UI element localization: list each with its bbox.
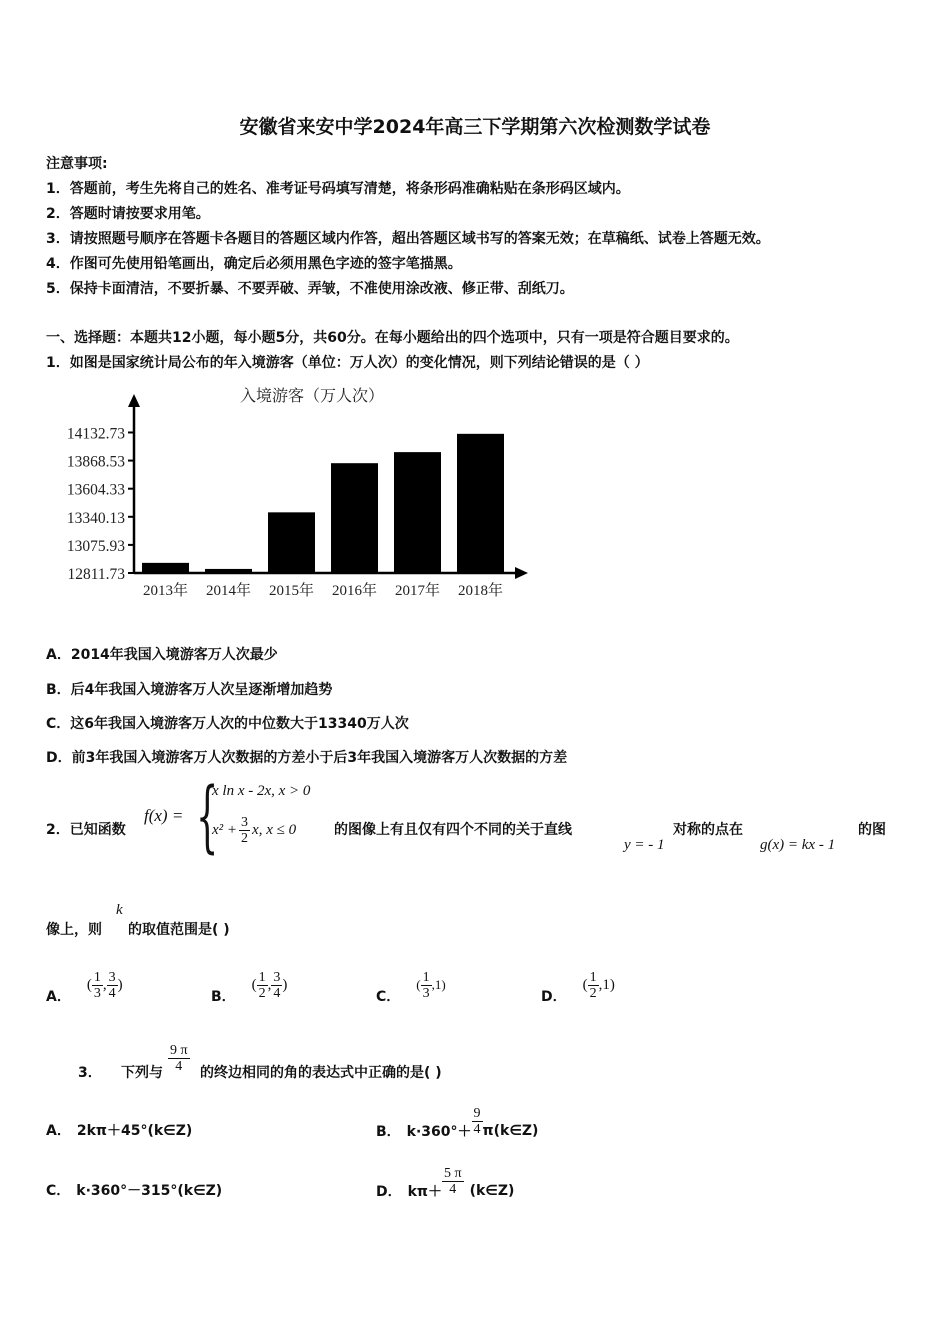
q3-option-a: A． 2kπ＋45°(k∈Z)	[46, 1123, 193, 1139]
question-3-fraction: $\frac{9 \pi}{4}$	[170, 1043, 188, 1074]
question-3-number: 3．	[78, 1065, 102, 1081]
piecewise-case-1: x ln x - 2x, x > 0	[212, 783, 311, 799]
notice-heading: 注意事项:	[46, 156, 108, 172]
q1-option-c: C．这6年我国入境游客万人次的中位数大于13340万人次	[46, 716, 409, 732]
y-tick-label: 13868.53	[66, 453, 125, 471]
x-axis-arrow-icon	[515, 567, 528, 579]
q1-option-d: D．前3年我国入境游客万人次数据的方差小于后3年我国入境游客万人次数据的方差	[46, 750, 568, 766]
bar-2018年	[457, 434, 504, 573]
q3-option-c: C． k·360°－315°(k∈Z)	[46, 1183, 223, 1199]
notice-item: 4．作图可先使用铅笔画出，确定后必须用黑色字迹的签字笔描黑。	[46, 256, 462, 272]
y-tick-label: 13604.33	[66, 481, 125, 499]
question-3-text: 的终边相同的角的表达式中正确的是( )	[200, 1065, 442, 1081]
line-equation: y = - 1	[624, 837, 665, 853]
bar-2015年	[268, 512, 315, 573]
question-2-text: 像上，则	[46, 922, 102, 938]
y-axis-arrow-icon	[128, 394, 140, 407]
q2-option-b: B． ( $\frac{1}{2}$ , $\frac{3}{4}$ )	[211, 969, 288, 1005]
bar-2013年	[142, 563, 189, 573]
q3-option-d: D． kπ＋ $\frac{5 \pi}{4}$ (k∈Z)	[376, 1166, 515, 1200]
piecewise-brace: {	[196, 772, 219, 862]
notice-item: 3．请按照题号顺序在答题卡各题目的答题区域内作答，超出答题区域书写的答案无效；在草稿纸、试卷上答题无效。	[46, 231, 770, 247]
question-2-text: 的取值范围是( )	[128, 922, 230, 938]
y-tick-label: 13340.13	[66, 509, 125, 527]
notice-item: 2．答题时请按要求用笔。	[46, 206, 210, 222]
x-tick-label: 2017年	[394, 583, 441, 599]
x-tick-label: 2014年	[205, 583, 252, 599]
function-g: g(x) = kx - 1	[760, 837, 836, 853]
q2-option-c: C． ( $\frac{1}{3}$ ,1)	[376, 969, 446, 1005]
question-2-text: 的图像上有且仅有四个不同的关于直线	[334, 822, 572, 838]
q1-option-a: A．2014年我国入境游客万人次最少	[46, 647, 278, 663]
q1-option-b: B．后4年我国入境游客万人次呈逐渐增加趋势	[46, 682, 333, 698]
page-title: 安徽省来安中学2024年高三下学期第六次检测数学试卷	[239, 116, 711, 138]
q2-option-a: A． ( $\frac{1}{3}$ , $\frac{3}{4}$ )	[46, 969, 123, 1005]
chart-title: 入境游客（万人次）	[239, 388, 385, 405]
x-tick-label: 2016年	[331, 583, 378, 599]
x-tick-label: 2015年	[268, 583, 315, 599]
q2-option-d: D． ( $\frac{1}{2}$ ,1)	[541, 969, 615, 1005]
y-tick-label: 13075.93	[66, 537, 125, 555]
section-heading: 一、选择题：本题共12小题，每小题5分，共60分。在每小题给出的四个选项中，只有一项是符合题目要求的。	[46, 330, 739, 346]
q3-option-b: B． k·360°＋ $\frac{9}{4}$ π(k∈Z)	[376, 1106, 539, 1140]
question-3-text: 下列与	[121, 1065, 163, 1081]
y-tick-label: 12811.73	[67, 566, 125, 583]
question-2-label: 2．已知函数	[46, 822, 126, 838]
question-2-text: 对称的点在	[673, 822, 743, 838]
y-tick-label: 14132.73	[66, 425, 125, 443]
question-2-text: 的图	[858, 822, 886, 838]
bar-2017年	[394, 452, 441, 573]
notice-item: 5．保持卡面清洁，不要折暴、不要弄破、弄皱，不准使用涂改液、修正带、刮纸刀。	[46, 281, 574, 297]
notice-item: 1．答题前，考生先将自己的姓名、准考证号码填写清楚，将条形码准确粘贴在条形码区域内。	[46, 181, 630, 197]
variable-k: k	[116, 902, 123, 918]
function-f: f(x) =	[144, 806, 184, 825]
bar-chart	[40, 380, 540, 610]
bar-2016年	[331, 463, 378, 573]
x-tick-label: 2018年	[457, 583, 504, 599]
x-tick-label: 2013年	[142, 583, 189, 599]
piecewise-case-2: x² + $\frac{3}{2}$ x, x ≤ 0	[212, 815, 297, 846]
question-1-stem: 1．如图是国家统计局公布的年入境游客（单位：万人次）的变化情况，则下列结论错误的是（ ）	[46, 355, 649, 371]
